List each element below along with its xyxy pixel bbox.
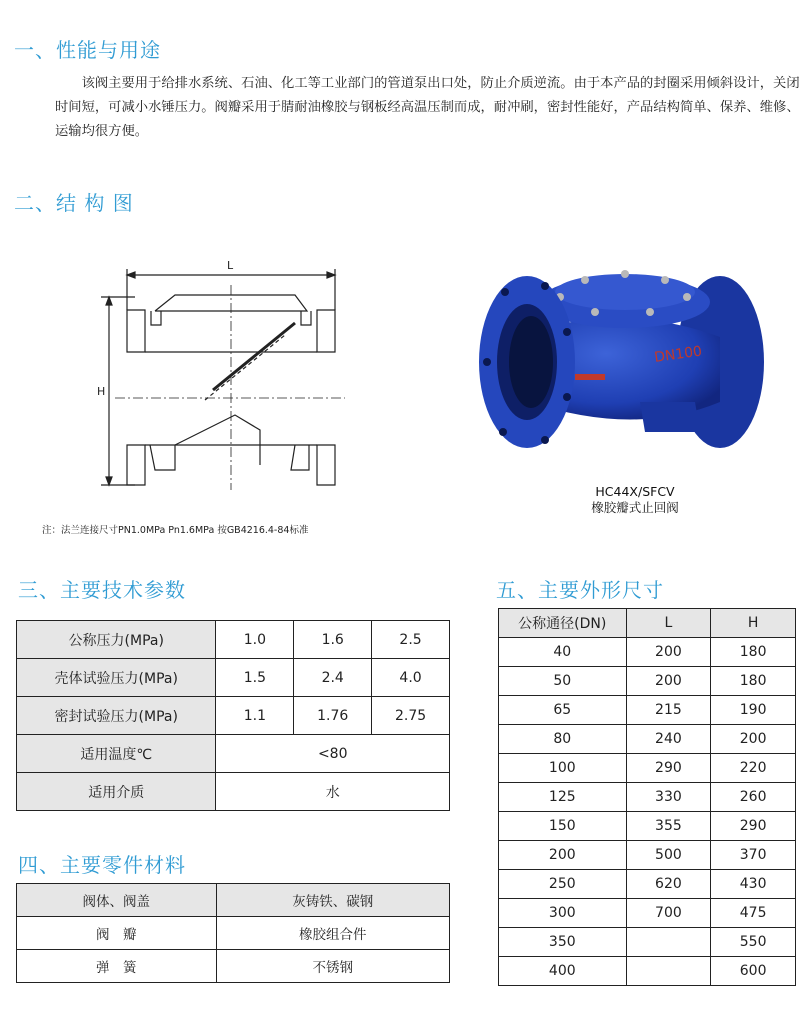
flange-standard-note: 注：法兰连接尺寸PN1.0MPa Pn1.6MPa 按GB4216.4-84标准	[42, 525, 309, 536]
table-row	[499, 899, 796, 928]
l-cell: 240	[626, 725, 711, 754]
h-cell: 180	[711, 638, 796, 667]
param-value: 水	[216, 773, 450, 811]
valve-photo	[475, 262, 765, 482]
dn-cell: 50	[499, 667, 627, 696]
dn-cell: 80	[499, 725, 627, 754]
part-name: 弹 簧	[17, 950, 217, 983]
param-value: <80	[216, 735, 450, 773]
bonnet	[555, 274, 695, 310]
l-cell: 200	[626, 638, 711, 667]
h-cell: 200	[711, 725, 796, 754]
l-cell	[626, 928, 711, 957]
h-cell: 290	[711, 812, 796, 841]
photo-dn-marking: DN100	[653, 343, 704, 366]
column-header-dn: 公称通径(DN)	[499, 609, 627, 638]
l-cell: 330	[626, 783, 711, 812]
table-row	[499, 870, 796, 899]
param-value: 1.1	[216, 697, 294, 735]
column-header-l: L	[626, 609, 711, 638]
part-material: 灰铸铁、碳钢	[216, 884, 449, 917]
dn-cell: 65	[499, 696, 627, 725]
param-value: 1.5	[216, 659, 294, 697]
section-title-dimensions: 五、主要外形尺寸	[496, 578, 664, 602]
dimensions-table	[498, 608, 796, 986]
l-cell: 500	[626, 841, 711, 870]
dn-cell: 400	[499, 957, 627, 986]
performance-paragraph	[55, 72, 807, 144]
part-material: 橡胶组合件	[216, 917, 449, 950]
l-cell: 355	[626, 812, 711, 841]
table-row	[499, 841, 796, 870]
section-title-tech-params: 三、主要技术参数	[18, 578, 186, 602]
param-value: 2.4	[294, 659, 372, 697]
table-row	[499, 957, 796, 986]
param-value: 2.5	[372, 621, 450, 659]
h-cell: 370	[711, 841, 796, 870]
h-cell: 260	[711, 783, 796, 812]
part-material: 不锈钢	[216, 950, 449, 983]
section-title-materials: 四、主要零件材料	[18, 853, 186, 877]
part-name: 阀体、阀盖	[17, 884, 217, 917]
l-cell: 700	[626, 899, 711, 928]
table-row	[499, 754, 796, 783]
dn-cell: 250	[499, 870, 627, 899]
l-cell: 200	[626, 667, 711, 696]
table-row	[499, 696, 796, 725]
h-cell: 600	[711, 957, 796, 986]
performance-text: 该阀主要用于给排水系统、石油、化工等工业部门的管道泵出口处，防止介质逆流。由于本产品的封圈采用倾斜设计，关闭时间短，可减小水锤压力。阀瓣采用于腈耐油橡胶与钢板经高温压制而成，耐冲刷，密封性能好，产品结构简单、保养、维修、运输均很方便。	[55, 76, 800, 139]
l-cell: 620	[626, 870, 711, 899]
table-row	[499, 725, 796, 754]
l-cell: 215	[626, 696, 711, 725]
param-value: 2.75	[372, 697, 450, 735]
l-cell: 290	[626, 754, 711, 783]
dimension-label-l: L	[227, 259, 234, 272]
table-row	[17, 950, 450, 983]
h-cell: 550	[711, 928, 796, 957]
param-label: 适用介质	[17, 773, 216, 811]
table-row	[17, 659, 450, 697]
section-title-structure: 二、结 构 图	[14, 191, 134, 215]
column-header-h: H	[711, 609, 796, 638]
dn-cell: 125	[499, 783, 627, 812]
h-cell: 430	[711, 870, 796, 899]
param-label: 壳体试验压力(MPa)	[17, 659, 216, 697]
section-title-performance: 一、性能与用途	[14, 38, 161, 62]
param-value: 4.0	[372, 659, 450, 697]
dn-cell: 40	[499, 638, 627, 667]
dn-cell: 100	[499, 754, 627, 783]
param-value: 1.76	[294, 697, 372, 735]
dn-cell: 150	[499, 812, 627, 841]
param-label: 公称压力(MPa)	[17, 621, 216, 659]
l-cell	[626, 957, 711, 986]
h-cell: 220	[711, 754, 796, 783]
table-row	[17, 917, 450, 950]
dn-cell: 200	[499, 841, 627, 870]
table-row	[499, 667, 796, 696]
param-label: 适用温度℃	[17, 735, 216, 773]
photo-caption-model: HC44X/SFCV	[595, 484, 675, 499]
table-row	[17, 621, 450, 659]
table-row	[17, 697, 450, 735]
table-row	[499, 783, 796, 812]
param-value: 1.6	[294, 621, 372, 659]
h-cell: 180	[711, 667, 796, 696]
table-row	[17, 773, 450, 811]
h-cell: 190	[711, 696, 796, 725]
photo-caption-name: 橡胶瓣式止回阀	[591, 500, 679, 515]
tech-params-table	[16, 620, 450, 811]
param-value: 1.0	[216, 621, 294, 659]
materials-table	[16, 883, 450, 983]
dn-cell: 300	[499, 899, 627, 928]
table-header-row	[499, 609, 796, 638]
h-cell: 475	[711, 899, 796, 928]
table-row	[17, 735, 450, 773]
photo-caption	[565, 484, 705, 516]
dimension-label-h: H	[97, 385, 106, 398]
structure-drawing	[95, 255, 355, 495]
dn-cell: 350	[499, 928, 627, 957]
param-label: 密封试验压力(MPa)	[17, 697, 216, 735]
table-row	[499, 812, 796, 841]
table-row	[17, 884, 450, 917]
table-row	[499, 928, 796, 957]
part-name: 阀 瓣	[17, 917, 217, 950]
table-row	[499, 638, 796, 667]
